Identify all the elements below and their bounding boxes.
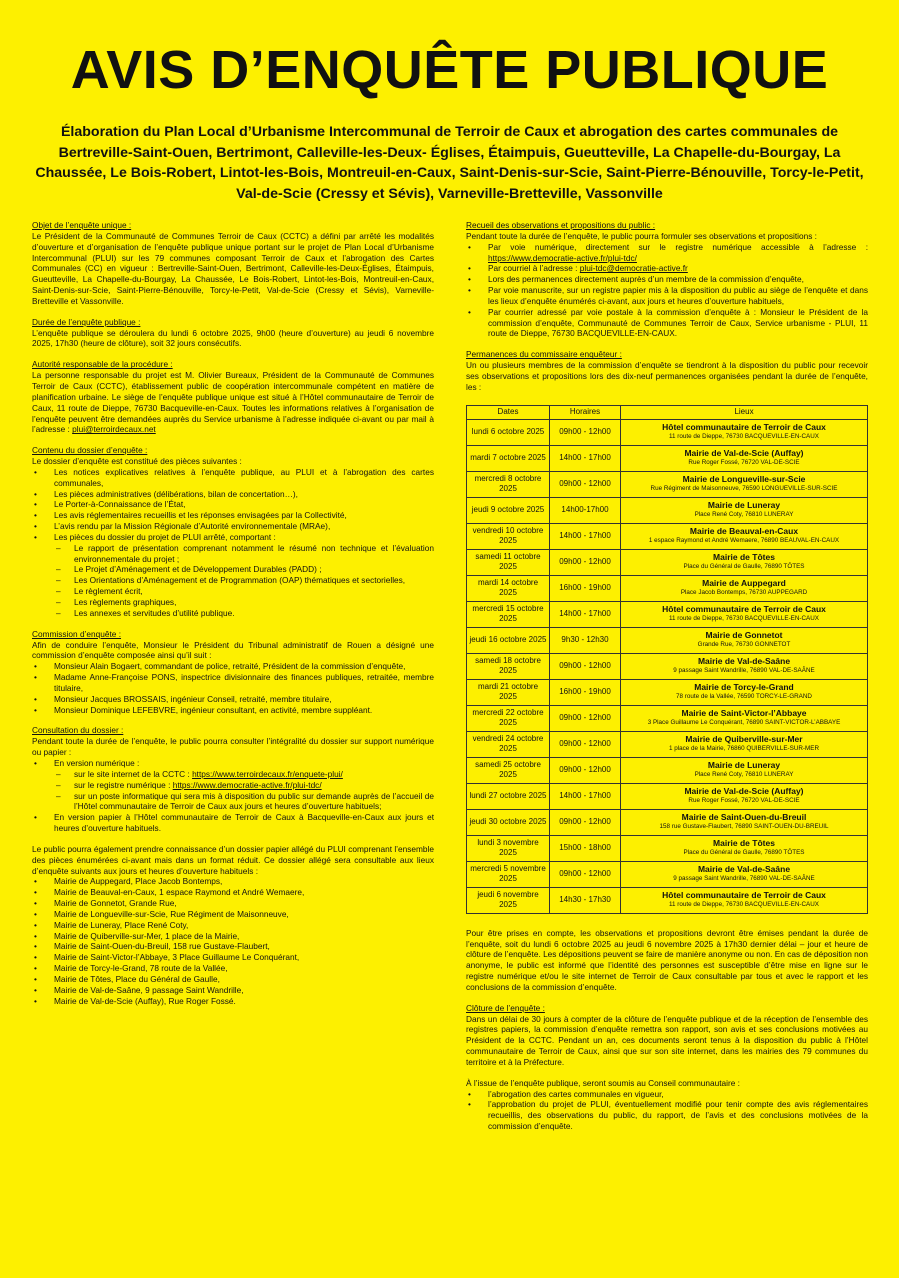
lieu-address: 1 place de la Mairie, 76860 QUIBERVILLE-SUR-MER — [668, 745, 820, 753]
cell-lieu — [621, 419, 868, 445]
lieu-name: Mairie de Longueville-sur-Scie — [682, 474, 806, 485]
cell-date: lundi 3 novembre 2025 — [467, 835, 550, 861]
cell-lieu — [621, 835, 868, 861]
commission-list — [32, 661, 434, 715]
header-horaires: Horaires — [550, 405, 621, 419]
list-item: • Par voie manuscrite, sur un registre papier mis à la disposition du public au siège de l’enquête et dans les lieux d’enquête énumérés ci-avant, aux jours et heures d’ouverture habituels, — [488, 285, 868, 307]
section-text: À l’issue de l’enquête publique, seront soumis au Conseil communautaire : — [466, 1077, 740, 1088]
list-item: • L’avis rendu par la Mission Régionale d’Autorité environnementale (MRAe), — [54, 521, 434, 532]
cell-date: lundi 6 octobre 2025 — [467, 419, 550, 445]
section-text: L’enquête publique se déroulera du lundi 6 octobre 2025, 9h00 (heure d’ouverture) au jeudi 6 novembre 2025, 17h30 (heure de clôture), soit 32 jours consécutifs. — [32, 327, 434, 349]
list-item: • Mairie de Quiberville-sur-Mer, 1 place de la Mairie, — [54, 931, 434, 942]
section-text: Un ou plusieurs membres de la commission d’enquête se tiendront à la disposition du public pour recevoir ses observations et propositions lors des dix-neuf permanences organisées pendant la durée de l’enquête, les : — [466, 360, 868, 392]
autorite-text: La personne responsable du projet est M. Olivier Bureaux, Président de la Communauté de Communes Terroir de Caux (CCTC), établissement public de coopération intercommunale compétent en matière de planification urbaine. Le siège de l’enquête publique unique est situé à l’Hôtel communautaire de Terroir de Caux, 11 route de Dieppe, 76730 Bacqueville-en-Caux. Toutes les informations relatives à l’organisation de l’enquête peuvent être demandées auprès du Service urbanisme à l’adresse indiquée ci-avant ou par mail à l’adresse : — [32, 370, 434, 435]
cell-lieu — [621, 861, 868, 887]
lieu-name: Mairie de Gonnetot — [705, 630, 783, 641]
cell-date: vendredi 10 octobre 2025 — [467, 523, 550, 549]
cell-horaire: 14h00 - 17h00 — [550, 445, 621, 471]
lieu-address: 11 route de Dieppe, 76730 BACQUEVILLE-EN-CAUX — [668, 615, 820, 623]
lieu-address: Place René Coty, 76810 LUNERAY — [694, 771, 794, 779]
cell-lieu — [621, 887, 868, 913]
sublist-item: – Le Projet d’Aménagement et de Développement Durables (PADD) ; — [74, 564, 434, 575]
cell-horaire: 16h00 - 19h00 — [550, 679, 621, 705]
list-item: • Mairie de Luneray, Place René Coty, — [54, 920, 434, 931]
contenu-list — [32, 467, 434, 619]
cell-date: lundi 27 octobre 2025 — [467, 783, 550, 809]
cell-horaire: 14h00 - 17h00 — [550, 783, 621, 809]
table-header-row — [467, 405, 868, 419]
table-row — [467, 497, 868, 523]
lieu-address: Place René Coty, 76810 LUNERAY — [694, 511, 794, 519]
list-item: • Mairie de Val-de-Saâne, 9 passage Saint Wandrille, — [54, 985, 434, 996]
left-column — [32, 220, 434, 1017]
section-heading: Permanences du commissaire enquêteur : — [466, 349, 622, 360]
table-row — [467, 705, 868, 731]
sublist-item: – Les Orientations d’Aménagement et de Programmation (OAP) thématiques et sectorielles, — [74, 575, 434, 586]
header-dates: Dates — [467, 405, 550, 419]
sublist-item: – sur un poste informatique qui sera mis à disposition du public sur demande auprès de l’accueil de l’Hôtel communautaire de Terroir de Caux aux jours et heures d’ouverture habituels; — [74, 791, 434, 813]
cell-lieu — [621, 497, 868, 523]
table-row — [467, 809, 868, 835]
cell-horaire: 09h00 - 12h00 — [550, 471, 621, 497]
lieu-address: Grande Rue, 76730 GONNETOT — [697, 641, 791, 649]
right-column — [466, 220, 868, 1142]
cell-lieu — [621, 627, 868, 653]
numeric-sublist — [54, 769, 434, 812]
lieu-address: Rue Régiment de Maisonneuve, 76590 LONGUEVILLE-SUR-SCIE — [650, 485, 838, 493]
voie-num-text: Par voie numérique, directement sur le registre numérique accessible à l’adresse : — [488, 241, 868, 252]
lieu-address: 9 passage Saint Wandrille, 76890 VAL-DE-SAÂNE — [673, 667, 815, 675]
table-row — [467, 653, 868, 679]
list-item: • l’abrogation des cartes communales en vigueur, — [488, 1089, 868, 1100]
section-permanences — [466, 349, 868, 392]
table-row — [467, 523, 868, 549]
lieu-address: 1 espace Raymond et André Wemaere, 76890 BEAUVAL-EN-CAUX — [648, 537, 840, 545]
table-row — [467, 835, 868, 861]
lieu-name: Mairie de Saint-Ouen-du-Breuil — [681, 812, 807, 823]
list-item: • Monsieur Jacques BROSSAIS, ingénieur Conseil, retraité, membre titulaire, — [54, 694, 434, 705]
table-row — [467, 679, 868, 705]
lieu-name: Mairie de Torcy-le-Grand — [694, 682, 794, 693]
list-item: • Mairie de Val-de-Scie (Auffay), Rue Roger Fossé. — [54, 996, 434, 1007]
cell-lieu — [621, 809, 868, 835]
site-label: sur le site internet de la CCTC : — [74, 768, 190, 779]
cell-horaire: 09h00 - 12h00 — [550, 705, 621, 731]
cell-lieu — [621, 445, 868, 471]
list-item: • l’approbation du projet de PLUI, éventuellement modifié pour tenir compte des avis réglementaires recueillis, des observations du public, du rapport, de l’avis et des conclusions motivées de la commission d’enquête. — [488, 1099, 868, 1132]
cell-date: mardi 7 octobre 2025 — [467, 445, 550, 471]
list-item: • Le Porter-à-Connaissance de l’État, — [54, 499, 434, 510]
section-autorite — [32, 359, 434, 435]
cell-horaire: 09h00 - 12h00 — [550, 653, 621, 679]
sublist-item — [74, 780, 434, 791]
section-heading: Contenu du dossier d’enquête : — [32, 445, 148, 456]
section-heading: Durée de l’enquête publique : — [32, 316, 141, 327]
list-item: • Mairie de Saint-Victor-l’Abbaye, 3 Place Guillaume Le Conquérant, — [54, 952, 434, 963]
lieu-name: Hôtel communautaire de Terroir de Caux — [662, 422, 826, 433]
lieu-name: Mairie de Val-de-Saâne — [697, 864, 791, 875]
lieu-address: Place du Général de Gaulle, 76890 TÔTES — [683, 563, 805, 571]
table-row — [467, 861, 868, 887]
registre-label: sur le registre numérique : — [74, 779, 171, 790]
lieu-address: Place du Général de Gaulle, 76890 TÔTES — [683, 849, 805, 857]
section-text — [32, 370, 434, 435]
courriel-link[interactable]: plui-tdc@democratie-active.fr — [579, 263, 688, 274]
table-row — [467, 887, 868, 913]
list-item: • Mairie de Gonnetot, Grande Rue, — [54, 898, 434, 909]
section-text: Pendant toute la durée de l’enquête, le public pourra formuler ses observations et propositions : — [466, 230, 817, 241]
list-item: • Mairie de Auppegard, Place Jacob Bontemps, — [54, 876, 434, 887]
cell-lieu — [621, 601, 868, 627]
lieu-name: Mairie de Auppegard — [702, 578, 786, 589]
cell-date: mardi 21 octobre 2025 — [467, 679, 550, 705]
cell-date: jeudi 16 octobre 2025 — [467, 627, 550, 653]
cell-lieu — [621, 653, 868, 679]
lieu-name: Mairie de Tôtes — [713, 552, 775, 563]
lieu-address: 11 route de Dieppe, 76730 BACQUEVILLE-EN-CAUX — [668, 433, 820, 441]
lieu-name: Mairie de Luneray — [707, 500, 781, 511]
lieu-address: 11 route de Dieppe, 76730 BACQUEVILLE-EN-CAUX — [668, 901, 820, 909]
lieu-address: Place Jacob Bontemps, 76730 AUPPEGARD — [680, 589, 808, 597]
section-text: Pendant toute la durée de l’enquête, le public pourra consulter l’intégralité du dossier sur support numérique ou papier : — [32, 736, 434, 758]
list-item — [488, 263, 868, 274]
page-subtitle: Élaboration du Plan Local d’Urbanisme Intercommunal de Terroir de Caux et abrogation des cartes communales de Bertreville-Saint-Ouen, Bertrimont, Calleville-les-Deux- Églises, Étaimpuis, Gueutteville, La Chapelle-du-Bourgay, La Chaussée, Le Bois-Robert, Lintot-les-Bois, Montreuil-en-Caux, Saint-Denis-sur-Scie, Saint-Pierre-Bénouville, Torcy-le-Petit, Val-de-Scie (Cressy et Sévis), Varneville-Bretteville, Vassonville — [35, 124, 864, 202]
cell-date: samedi 11 octobre 2025 — [467, 549, 550, 575]
section-heading: Autorité responsable de la procédure : — [32, 359, 173, 370]
section-text: Dans un délai de 30 jours à compter de la clôture de l’enquête publique et de la réception de l’ensemble des registres papiers, la commission d’enquête remettra son rapport, son avis et ses conclusions motivées au Président de la CCTC. Pendant un an, ces documents seront tenus à la disposition du public à l’Hôtel communautaire de Terroir de Caux, ainsi que sur son site internet, dans les mairies des 79 communes du territoire et à la Préfecture. — [466, 1013, 868, 1067]
cell-date: mercredi 5 novembre 2025 — [467, 861, 550, 887]
section-recueil — [466, 220, 868, 339]
list-item: • Les notices explicatives relatives à l’enquête publique, au PLUI et à l’abrogation des cartes communales, — [54, 467, 434, 489]
sublist-item: – Les annexes et servitudes d’utilité publique. — [74, 608, 434, 619]
list-item: • Monsieur Alain Bogaert, commandant de police, retraité, Président de la commission d’enquête, — [54, 661, 434, 672]
cell-horaire: 9h30 - 12h30 — [550, 627, 621, 653]
list-item: • Mairie de Torcy-le-Grand, 78 route de la Vallée, — [54, 963, 434, 974]
lieu-address: 3 Place Guillaume Le Conquérant, 76890 SAINT-VICTOR-L’ABBAYE — [647, 719, 841, 727]
cell-lieu — [621, 523, 868, 549]
sublist-item: – Le rapport de présentation comprenant notamment le résumé non technique et l’évaluation environnementale du projet ; — [74, 543, 434, 565]
list-item-text: En version numérique : — [54, 757, 140, 768]
consultation-list — [32, 758, 434, 834]
cell-lieu — [621, 757, 868, 783]
cell-date: mercredi 22 octobre 2025 — [467, 705, 550, 731]
registre-link[interactable]: https://www.democratie-active.fr/plui-tdc/ — [172, 779, 322, 790]
cell-horaire: 09h00 - 12h00 — [550, 419, 621, 445]
section-text: Pour être prises en compte, les observations et propositions devront être émises pendant la durée de l’enquête, soit du lundi 6 octobre 2025 au jeudi 6 novembre 2025 à 17h30 dernier délai – jour et heure de clôture de l’enquête. Les dépositions peuvent se faire de manière anonyme ou non. En cas de déposition non anonyme, le public est informé que l’identité des personnes est susceptible d’être mise en ligne sur le registre numérique et/ou le site internet de Terroir de Caux consultable par tous et avec le rapport et les conclusions de la commission d’enquête. — [466, 927, 868, 992]
sublist-item — [74, 769, 434, 780]
table-row — [467, 549, 868, 575]
section-heading: Consultation du dossier : — [32, 725, 124, 736]
page-title: AVIS D’ENQUÊTE PUBLIQUE — [70, 40, 829, 100]
list-item — [488, 242, 868, 264]
list-item: • Madame Anne-Françoise PONS, inspectrice divisionnaire des finances publiques, retraitée, membre titulaire, — [54, 672, 434, 694]
section-contenu — [32, 445, 434, 619]
cell-date: mardi 14 octobre 2025 — [467, 575, 550, 601]
cell-date: jeudi 6 novembre 2025 — [467, 887, 550, 913]
cell-lieu — [621, 471, 868, 497]
list-item: • Mairie de Longueville-sur-Scie, Rue Régiment de Maisonneuve, — [54, 909, 434, 920]
cell-date: mercredi 8 octobre 2025 — [467, 471, 550, 497]
list-item: • Monsieur Dominique LEFEBVRE, ingénieur consultant, en activité, membre suppléant. — [54, 705, 434, 716]
lieu-name: Mairie de Tôtes — [713, 838, 775, 849]
cell-lieu — [621, 731, 868, 757]
recueil-list — [466, 242, 868, 340]
cell-horaire: 09h00 - 12h00 — [550, 549, 621, 575]
lieu-name: Hôtel communautaire de Terroir de Caux — [662, 890, 826, 901]
cell-lieu — [621, 705, 868, 731]
list-item: • Lors des permanences directement auprès d’un membre de la commission d’enquête, — [488, 274, 868, 285]
cell-horaire: 15h00 - 18h00 — [550, 835, 621, 861]
cell-date: samedi 18 octobre 2025 — [467, 653, 550, 679]
cell-date: vendredi 24 octobre 2025 — [467, 731, 550, 757]
lieu-name: Mairie de Beauval-en-Caux — [689, 526, 799, 537]
lieu-name: Mairie de Luneray — [707, 760, 781, 771]
lieu-name: Hôtel communautaire de Terroir de Caux — [662, 604, 826, 615]
section-heading: Objet de l’enquête unique : — [32, 220, 132, 230]
contact-email-link[interactable]: plui@terroirdecaux.net — [72, 424, 156, 435]
cell-horaire: 14h00 - 17h00 — [550, 601, 621, 627]
lieu-name: Mairie de Val-de-Scie (Auffay) — [684, 786, 804, 797]
cell-horaire: 14h30 - 17h30 — [550, 887, 621, 913]
table-row — [467, 471, 868, 497]
lieu-name: Mairie de Val-de-Saâne — [697, 656, 791, 667]
section-duree — [32, 317, 434, 350]
section-heading: Recueil des observations et propositions du public : — [466, 220, 656, 230]
list-item: • Les pièces administratives (délibérations, bilan de concertation…), — [54, 489, 434, 500]
lieu-name: Mairie de Val-de-Scie (Auffay) — [684, 448, 804, 459]
section-commission — [32, 629, 434, 716]
cell-date: jeudi 9 octobre 2025 — [467, 497, 550, 523]
lieu-name: Mairie de Quiberville-sur-Mer — [685, 734, 803, 745]
section-prise — [466, 928, 868, 993]
cell-horaire: 09h00 - 12h00 — [550, 731, 621, 757]
section-text: Le Président de la Communauté de Communes Terroir de Caux (CCTC) a défini par arrêté les modalités d’ouverture et d’organisation de l’enquête publique unique portant sur le projet de Plan Local d’Urbanisme Intercommunal (PLUI) sur les 79 communes composant Terroir de Caux et l’abrogation des Cartes Communales (CC) en vigueur : Bertreville-Saint-Ouen, Bertrimont, Calleville-les-Deux-Églises, Étaimpuis, Gueutteville, La Chapelle-du-Bourgay, La Chaussée, Le Bois-Robert, Lintot-les-Bois, Montreuil-en-Caux, Saint-Denis-sur-Scie, Saint-Pierre-Bénouville, Torcy-le-Petit, Val-de-Scie (Cressy et Sévis), Varneville-Bretteville et Vassonville. — [32, 230, 434, 306]
cell-lieu — [621, 549, 868, 575]
section-text: Le public pourra également prendre connaissance d’un dossier papier allégé du PLUI comprenant l’ensemble des pièces énumérées ci-avant mais dans un format réduit. Ce dossier allégé sera consultable aux lieux d’enquête suivants aux jours et heures d’ouverture habituels : — [32, 843, 434, 876]
list-item: • Mairie de Saint-Ouen-du-Breuil, 158 rue Gustave-Flaubert, — [54, 941, 434, 952]
cell-horaire: 14h00-17h00 — [550, 497, 621, 523]
permanences-table — [466, 405, 868, 914]
lieu-address: 158 rue Gustave-Flaubert, 76890 SAINT-OUEN-DU-BREUIL — [659, 823, 829, 831]
list-item: • Mairie de Tôtes, Place du Général de Gaulle, — [54, 974, 434, 985]
section-heading: Commission d’enquête : — [32, 628, 122, 639]
table-row — [467, 783, 868, 809]
registre-link[interactable]: https://www.democratie-active.fr/plui-tdc/ — [488, 252, 637, 263]
section-text: Le dossier d’enquête est constitué des pièces suivantes : — [32, 456, 242, 467]
mairies-list — [32, 876, 434, 1006]
section-text: Afin de conduire l’enquête, Monsieur le Président du Tribunal administratif de Rouen a désigné une commission d’enquête composée ainsi qu’il suit : — [32, 639, 434, 661]
cloture-list — [466, 1089, 868, 1132]
list-item: • Mairie de Beauval-en-Caux, 1 espace Raymond et André Wemaere, — [54, 887, 434, 898]
table-row — [467, 419, 868, 445]
site-link[interactable]: https://www.terroirdecaux.fr/enquete-plui/ — [192, 768, 343, 779]
table-body — [467, 419, 868, 913]
lieu-address: 9 passage Saint Wandrille, 76890 VAL-DE-SAÂNE — [673, 875, 815, 883]
lieu-name: Mairie de Saint-Victor-l’Abbaye — [681, 708, 807, 719]
list-item-text: Les pièces du dossier du projet de PLUI arrêté, comportant : — [54, 531, 276, 542]
section-objet — [32, 220, 434, 307]
list-item: • Par courrier adressé par voie postale à la commission d’enquête à : Monsieur le Président de la commission d’enquête, Communauté de Communes Terroir de Caux, Service urbanisme - PLUI, 11 route de Dieppe, 76730 BACQUEVILLE-EN-CAUX. — [488, 307, 868, 340]
table-row — [467, 757, 868, 783]
section-cloture — [466, 1003, 868, 1132]
header-lieux: Lieux — [621, 405, 868, 419]
cell-lieu — [621, 575, 868, 601]
cell-horaire: 16h00 - 19h00 — [550, 575, 621, 601]
lieu-address: 78 route de la Vallée, 76590 TORCY-LE-GRAND — [676, 693, 812, 701]
contenu-sublist — [54, 543, 434, 619]
table-row — [467, 445, 868, 471]
cell-date: jeudi 30 octobre 2025 — [467, 809, 550, 835]
cell-lieu — [621, 783, 868, 809]
section-heading: Clôture de l’enquête : — [466, 1002, 545, 1013]
table-row — [467, 575, 868, 601]
cell-date: samedi 25 octobre 2025 — [467, 757, 550, 783]
list-item: • En version papier à l’Hôtel communautaire de Terroir de Caux à Bacqueville-en-Caux aux jours et heures d’ouverture habituels. — [54, 812, 434, 834]
cell-lieu — [621, 679, 868, 705]
sublist-item: – Les règlements graphiques, — [74, 597, 434, 608]
table-row — [467, 731, 868, 757]
courriel-label: Par courriel à l’adresse : — [488, 263, 578, 274]
cell-horaire: 09h00 - 12h00 — [550, 809, 621, 835]
cell-horaire: 09h00 - 12h00 — [550, 757, 621, 783]
table-row — [467, 627, 868, 653]
section-consultation — [32, 725, 434, 1006]
list-item — [54, 758, 434, 812]
sublist-item: – Le règlement écrit, — [74, 586, 434, 597]
list-item: • Les avis réglementaires recueillis et les réponses envisagées par la Collectivité, — [54, 510, 434, 521]
lieu-address: Rue Roger Fossé, 76720 VAL-DE-SCIE — [688, 459, 800, 467]
table-row — [467, 601, 868, 627]
lieu-address: Rue Roger Fossé, 76720 VAL-DE-SCIE — [688, 797, 800, 805]
cell-date: mercredi 15 octobre 2025 — [467, 601, 550, 627]
cell-horaire: 14h00 - 17h00 — [550, 523, 621, 549]
cell-horaire: 09h00 - 12h00 — [550, 861, 621, 887]
list-item — [54, 532, 434, 619]
